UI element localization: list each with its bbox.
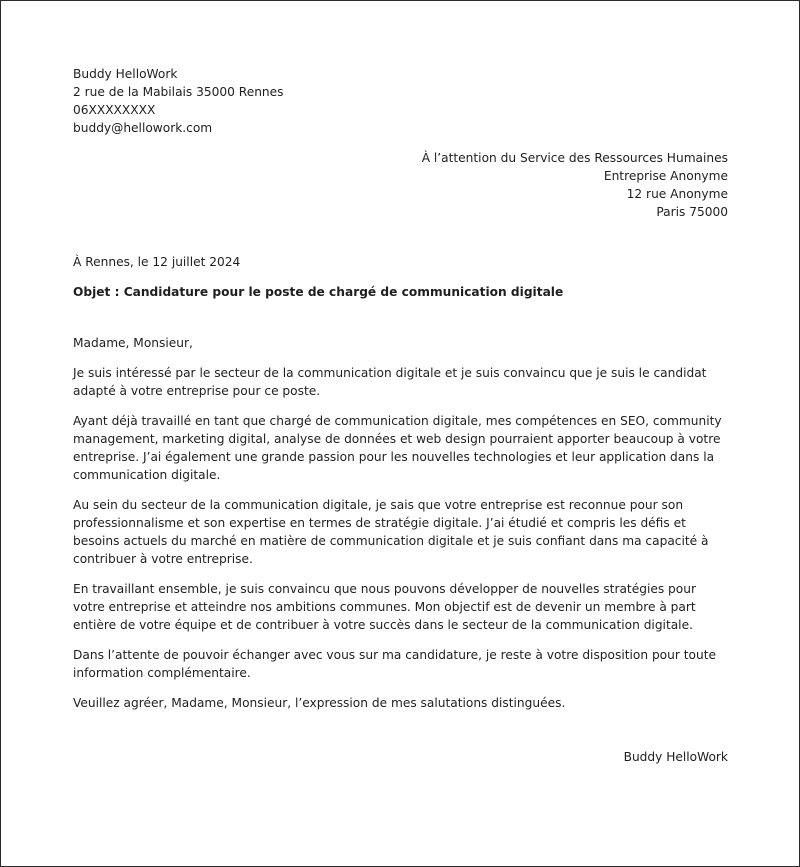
body-paragraph-5: Dans l’attente de pouvoir échanger avec vous sur ma candidature, je reste à votre disposition pour toute information complémentaire. <box>73 648 716 680</box>
recipient-company: Entreprise Anonyme <box>603 169 728 183</box>
greeting: Madame, Monsieur, <box>73 336 193 350</box>
sender-email: buddy@hellowork.com <box>73 121 213 135</box>
closing-formula: Veuillez agréer, Madame, Monsieur, l’expression de mes salutations distinguées. <box>73 696 566 710</box>
body-paragraph-3: Au sein du secteur de la communication digitale, je sais que votre entreprise est reconnue pour son professionnalisme et son expertise en termes de stratégie digitale. J’ai étudié et compris les défis et besoins actuels du marché en matière de communication digitale et je suis confiant dans ma capacité à contribuer à votre entreprise. <box>73 498 709 566</box>
sender-block <box>73 65 728 137</box>
body-paragraph-1: Je suis intéressé par le secteur de la communication digitale et je suis convaincu que je suis le candidat adapté à votre entreprise pour ce poste. <box>73 366 707 398</box>
sender-phone: 06XXXXXXXX <box>73 103 156 117</box>
body-paragraph-4: En travaillant ensemble, je suis convaincu que nous pouvons développer de nouvelles stratégies pour votre entreprise et atteindre nos ambitions communes. Mon objectif est de devenir un membre à part entière de votre équipe et de contribuer à votre succès dans le secteur de la communication digitale. <box>73 582 696 632</box>
place-date: À Rennes, le 12 juillet 2024 <box>73 255 241 269</box>
recipient-street: 12 rue Anonyme <box>626 187 728 201</box>
sender-address: 2 rue de la Mabilais 35000 Rennes <box>73 85 284 99</box>
signature: Buddy HelloWork <box>623 750 728 764</box>
recipient-block <box>73 149 728 221</box>
sender-name: Buddy HelloWork <box>73 67 178 81</box>
recipient-attention: À l’attention du Service des Ressources Humaines <box>421 151 728 165</box>
recipient-city: Paris 75000 <box>656 205 728 219</box>
letter-object: Objet : Candidature pour le poste de chargé de communication digitale <box>73 285 564 299</box>
body-paragraph-2: Ayant déjà travaillé en tant que chargé de communication digitale, mes compétences en SEO, community management, marketing digital, analyse de données et web design pourraient apporter beaucoup à votre entreprise. J’ai également une grande passion pour les nouvelles technologies et leur application dans la communication digitale. <box>73 414 722 482</box>
letter-content <box>73 65 728 766</box>
